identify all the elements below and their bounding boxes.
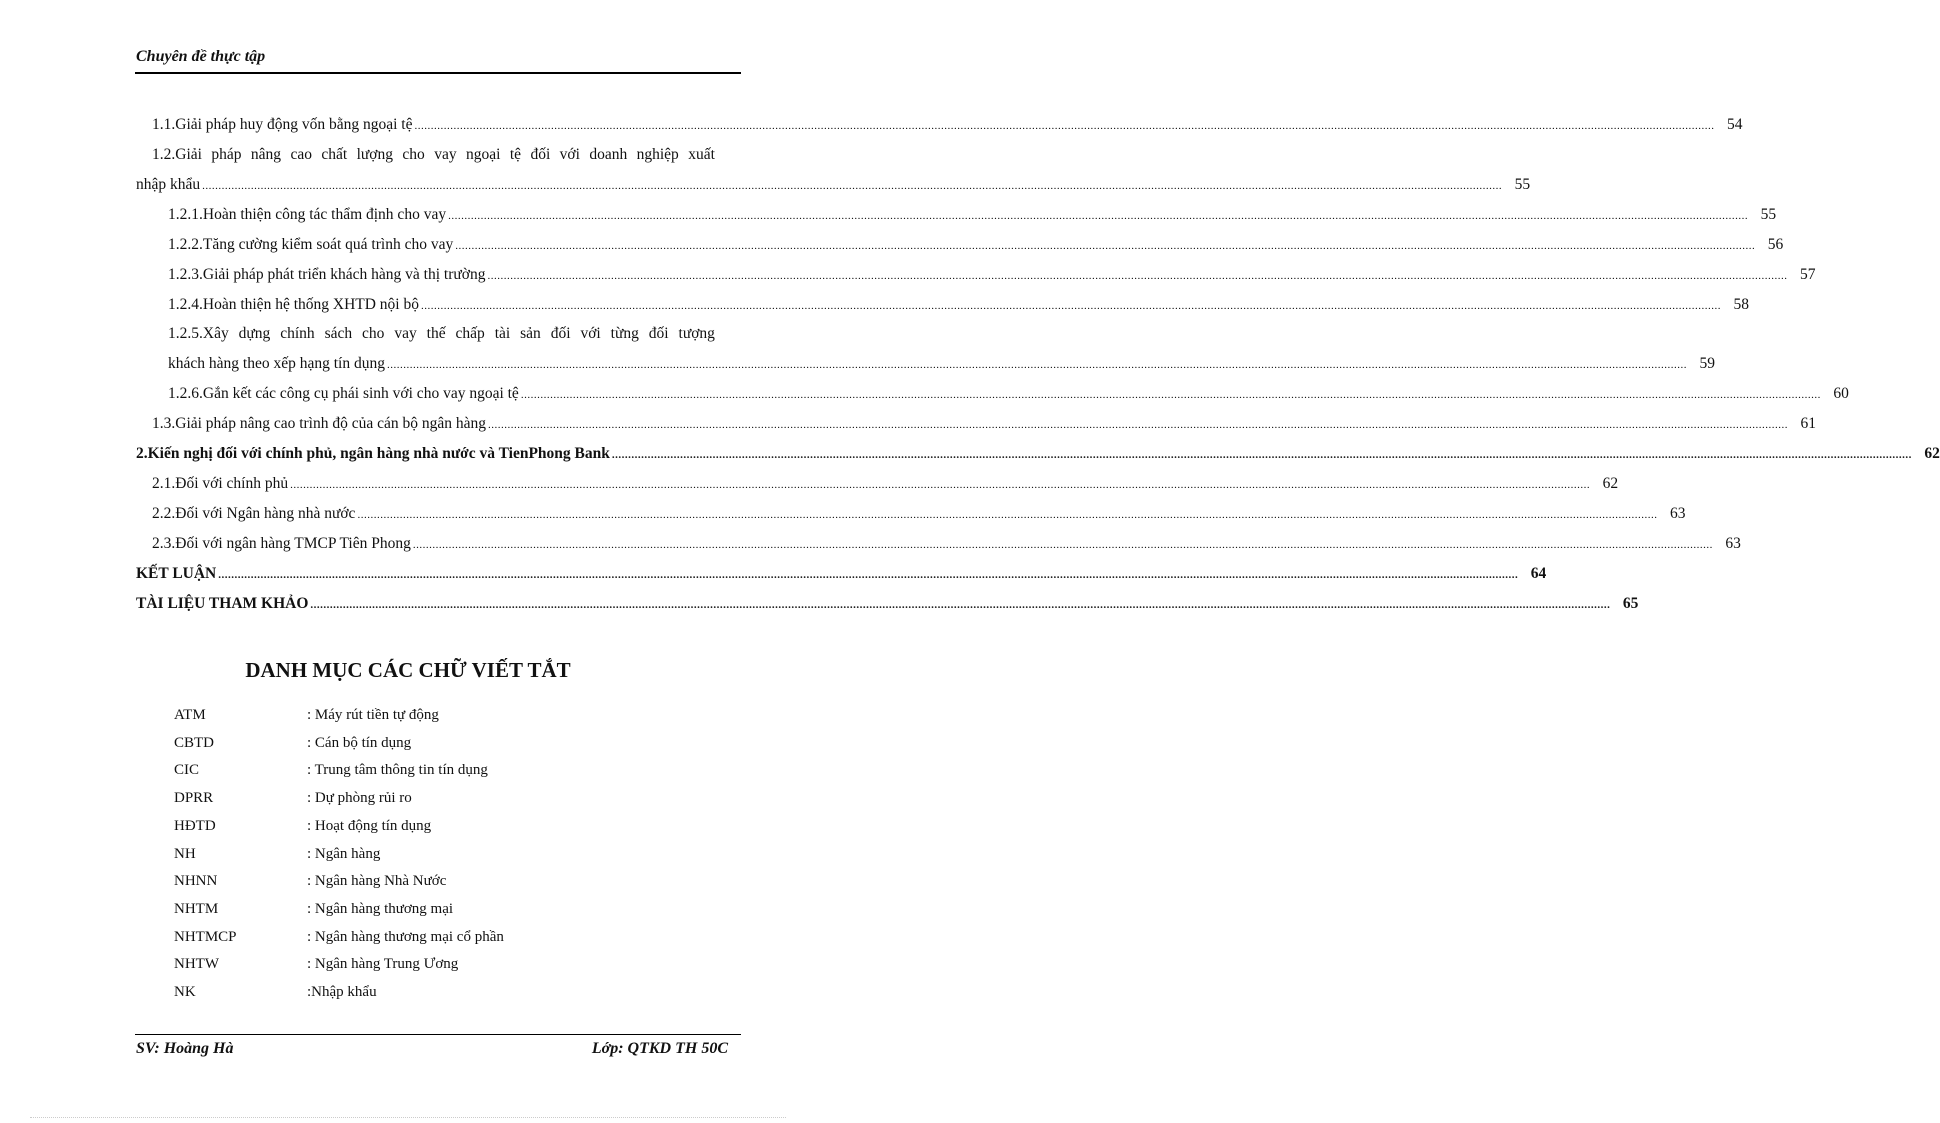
toc-entry-title: khách hàng theo xếp hạng tín dụng (168, 355, 385, 372)
toc-page-number: 56 (1767, 236, 1784, 253)
abbreviation-code: NHTW (174, 956, 219, 973)
toc-word: với (580, 325, 601, 342)
toc-dot-leader: ................................................................................................................................................................................................................................................................................................................................................................................................................ (414, 120, 1715, 132)
abbreviation-definition: : Cán bộ tín dụng (307, 734, 412, 751)
toc-entry-title: 2.3.Đối với ngân hàng TMCP Tiên Phong (152, 535, 411, 552)
abbreviation-definition: : Ngân hàng Nhà Nước (307, 873, 447, 890)
toc-word: chấp (455, 325, 485, 342)
toc-word: cho (402, 146, 425, 163)
toc-word: nghiệp (636, 146, 679, 163)
toc-word: vay (394, 325, 417, 342)
toc-dot-leader: ................................................................................................................................................................................................................................................................................................................................................................................................................ (202, 180, 1503, 192)
toc-page-number: 62 (1602, 475, 1619, 492)
toc-page-number: 57 (1799, 266, 1816, 283)
toc-entry[interactable] (152, 535, 1741, 553)
toc-word: đối (550, 325, 571, 342)
toc-dot-leader: ................................................................................................................................................................................................................................................................................................................................................................................................................ (611, 449, 1912, 461)
toc-word: đối (648, 325, 669, 342)
toc-entry[interactable] (168, 236, 1784, 254)
toc-page-number: 54 (1726, 116, 1743, 133)
abbreviations-heading: DANH MỤC CÁC CHỮ VIẾT TẮT (245, 658, 571, 682)
toc-word: cao (290, 146, 312, 163)
toc-entry[interactable] (168, 385, 1849, 403)
toc-page-number: 59 (1699, 355, 1715, 372)
toc-dot-leader: ................................................................................................................................................................................................................................................................................................................................................................................................................ (310, 599, 1611, 611)
abbreviation-definition: : Máy rút tiền tự động (307, 707, 439, 723)
toc-dot-leader: ................................................................................................................................................................................................................................................................................................................................................................................................................ (420, 300, 1721, 312)
abbreviation-definition: : Dự phòng rủi ro (307, 790, 412, 807)
toc-page-number: 63 (1725, 535, 1741, 552)
abbreviation-code: CBTD (174, 734, 215, 751)
abbreviation-definition: : Ngân hàng Trung Ương (307, 956, 459, 973)
abbreviation-code: NK (174, 984, 196, 1000)
toc-dot-leader: ................................................................................................................................................................................................................................................................................................................................................................................................................ (448, 210, 1749, 222)
footer-class: Lớp: QTKD TH 50C (591, 1040, 728, 1057)
toc-entry-title: 1.2.3.Giải pháp phát triển khách hàng và thị trường (168, 266, 486, 283)
toc-word: lượng (356, 146, 393, 163)
toc-entry[interactable] (136, 176, 1531, 194)
abbreviation-code: NHNN (174, 873, 218, 890)
abbreviation-code: NHTMCP (174, 928, 237, 945)
abbreviation-code: CIC (174, 762, 200, 779)
toc-page-number: 55 (1514, 176, 1531, 193)
toc-entry[interactable] (136, 445, 1940, 463)
toc-dot-leader: ................................................................................................................................................................................................................................................................................................................................................................................................................ (520, 389, 1821, 401)
toc-entry-title: 1.2.4.Hoàn thiện hệ thống XHTD nội bộ (168, 296, 419, 313)
toc-dot-leader: ................................................................................................................................................................................................................................................................................................................................................................................................................ (412, 539, 1713, 551)
toc-word: thế (426, 325, 446, 342)
toc-entry-title: 2.1.Đối với chính phủ (152, 475, 289, 492)
toc-word: từng (610, 325, 639, 342)
toc-word: tệ (509, 146, 522, 163)
toc-page-number: 64 (1530, 565, 1547, 582)
toc-entry-title: 1.2.6.Gắn kết các công cụ phái sinh với cho vay ngoại tệ (168, 385, 519, 402)
toc-entry[interactable] (152, 475, 1619, 493)
toc-dot-leader: ................................................................................................................................................................................................................................................................................................................................................................................................................ (488, 419, 1789, 431)
toc-entry-title: 2.2.Đối với Ngân hàng nhà nước (152, 505, 356, 522)
toc-word: chất (321, 146, 348, 163)
toc-entry-title: KẾT LUẬN (136, 565, 217, 582)
toc-entry-title: 1.3.Giải pháp nâng cao trình độ của cán bộ ngân hàng (152, 415, 487, 432)
toc-word: đối (530, 146, 551, 163)
abbreviation-definition: : Ngân hàng thương mại cổ phần (307, 928, 504, 945)
toc-word: nâng (250, 146, 282, 163)
footer-student: SV: Hoàng Hà (136, 1040, 234, 1057)
abbreviation-definition: :Nhập khẩu (307, 984, 377, 1000)
abbreviation-definition: : Ngân hàng (307, 845, 381, 862)
toc-entry[interactable] (152, 415, 1817, 433)
abbreviation-code: ATM (174, 707, 206, 723)
toc-entry-title: 1.1.Giải pháp huy động vốn bằng ngoại tệ (152, 116, 413, 133)
abbreviation-code: NH (174, 845, 196, 862)
header-rule (135, 72, 741, 74)
toc-entry-title: 1.2.2.Tăng cường kiểm soát quá trình cho vay (168, 236, 454, 253)
toc-page-number: 62 (1924, 445, 1940, 462)
toc-page-number: 58 (1733, 296, 1749, 313)
toc-word: 1.2.5.Xây (168, 325, 229, 342)
abbreviation-definition: : Trung tâm thông tin tín dụng (307, 762, 488, 779)
abbreviation-code: NHTM (174, 900, 219, 917)
abbreviation-definition: : Ngân hàng thương mại (307, 900, 454, 917)
toc-word: doanh (589, 146, 628, 163)
toc-entry-title: 1.2.1.Hoàn thiện công tác thẩm định cho vay (168, 206, 447, 223)
toc-entry[interactable] (152, 505, 1686, 523)
toc-page-number: 60 (1833, 385, 1849, 402)
toc-dot-leader: ................................................................................................................................................................................................................................................................................................................................................................................................................ (386, 359, 1687, 371)
toc-entry[interactable] (168, 206, 1777, 224)
toc-page-number: 61 (1800, 415, 1817, 432)
toc-dot-leader: ................................................................................................................................................................................................................................................................................................................................................................................................................ (290, 479, 1591, 491)
footer-rule (135, 1034, 741, 1035)
header-title: Chuyên đề thực tập (136, 48, 266, 65)
toc-word: cho (362, 325, 385, 342)
toc-word: với (559, 146, 580, 163)
toc-entry[interactable] (152, 116, 1743, 134)
abbreviation-code: HĐTD (174, 817, 216, 834)
toc-page-number: 65 (1622, 595, 1639, 612)
toc-entry-title: TÀI LIỆU THAM KHẢO (136, 595, 309, 612)
toc-word: sách (324, 325, 353, 342)
toc-dot-leader: ................................................................................................................................................................................................................................................................................................................................................................................................................ (357, 509, 1658, 521)
toc-entry-line (168, 325, 715, 343)
toc-word: sản (520, 325, 541, 342)
toc-word: dựng (238, 325, 271, 342)
toc-entry[interactable] (168, 355, 1715, 373)
toc-word: chính (280, 325, 315, 342)
toc-dot-leader: ................................................................................................................................................................................................................................................................................................................................................................................................................ (455, 240, 1756, 252)
toc-word: ngoại (466, 146, 501, 163)
toc-dot-leader: ................................................................................................................................................................................................................................................................................................................................................................................................................ (218, 569, 1519, 581)
abbreviation-definition: : Hoạt động tín dụng (307, 817, 432, 834)
toc-word: 1.2.Giải (152, 146, 202, 163)
toc-word: pháp (211, 146, 242, 163)
toc-entry-title: 2.Kiến nghị đối với chính phủ, ngân hàng nhà nước và TienPhong Bank (136, 445, 610, 462)
toc-entry-title: nhập khẩu (136, 176, 201, 193)
toc-word: vay (434, 146, 457, 163)
toc-entry[interactable] (168, 296, 1749, 314)
toc-page-number: 55 (1760, 206, 1777, 223)
toc-entry-line (152, 146, 715, 164)
toc-word: tượng (678, 325, 715, 342)
toc-entry[interactable] (136, 565, 1547, 583)
toc-entry[interactable] (136, 595, 1639, 613)
toc-page-number: 63 (1669, 505, 1686, 522)
toc-entry[interactable] (168, 266, 1816, 284)
page-edge (30, 1117, 786, 1118)
toc-dot-leader: ................................................................................................................................................................................................................................................................................................................................................................................................................ (487, 270, 1788, 282)
toc-word: tài (494, 325, 511, 342)
toc-word: xuất (688, 146, 715, 163)
abbreviation-code: DPRR (174, 790, 214, 807)
